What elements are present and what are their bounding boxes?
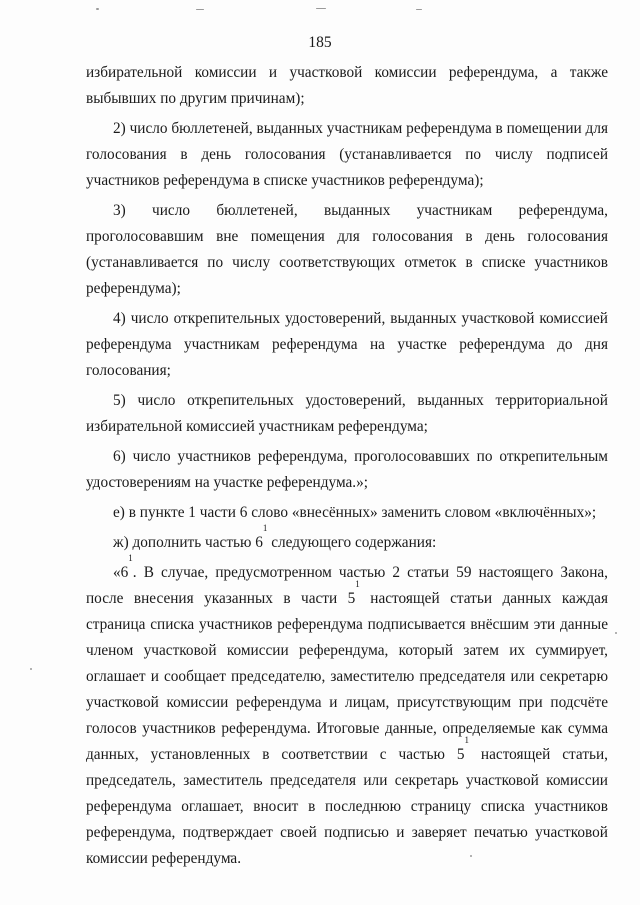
superscript-marker: 1 [464, 735, 469, 745]
scan-speck [416, 9, 422, 10]
amendment-zh-text-end: следующего содержания: [267, 534, 437, 551]
amendment-zh-text-start: ж) дополнить частью 6 [113, 534, 263, 551]
scan-speck [96, 8, 99, 10]
scan-speck [316, 8, 326, 9]
document-body [86, 60, 608, 872]
scan-speck [30, 668, 32, 670]
paragraph-amendment-e: е) в пункте 1 части 6 слово «внесённых» заменить словом «включённых»; [113, 504, 597, 521]
new-part-text-end: настоящей статьи, председатель, заместитель председателя или секретарь участковой комиссии референдума оглашает, вносит в последнюю страницу списка участников референдума, подтверждает своей подписью и заверяет печатью участковой комиссии референдума. [86, 746, 608, 867]
paragraph-item-3: 3) число бюллетеней, выданных участникам референдума, проголосовавшим вне помещения для голосования в день голосования (устанавливается по числу соответствующих отметок в списке участников референдума); [86, 202, 608, 297]
new-part-text-segment-2: настоящей статьи данных каждая страница списка участников референдума подписывается внёсшим эти данные членом участковой комиссии референдума, который затем их суммирует, оглашает и сообщает председателю, заместителю председателя или секретарю участковой комиссии референдума и лицам, присутствующим при подсчёте голосов участников референдума. Итоговые данные, определяемые как сумма данных, установленных в соответствии с частью 5 [86, 590, 608, 763]
scan-speck [196, 9, 204, 10]
new-part-text-segment-1: . В случае, предусмотренном частью 2 статьи 59 настоящего Закона, после внесения указанных в части 5 [86, 564, 608, 607]
paragraph-item-5: 5) число открепительных удостоверений, выданных территориальной избирательной комиссией участникам референдума; [86, 392, 608, 435]
scan-speck [615, 632, 617, 634]
superscript-marker: 1 [355, 579, 360, 589]
paragraph-new-part-6-1 [86, 553, 608, 872]
superscript-marker: 1 [128, 553, 133, 563]
page-number: 185 [308, 34, 332, 51]
new-part-text-start: «6 [113, 564, 129, 581]
paragraph-item-6: 6) число участников референдума, проголосовавших по открепительным удостоверениям на участке референдума.»; [86, 448, 608, 491]
paragraph-item-4: 4) число открепительных удостоверений, выданных участковой комиссией референдума участникам референдума на участке референдума до дня голосования; [86, 310, 608, 379]
paragraph-item-2: 2) число бюллетеней, выданных участникам референдума в помещении для голосования в день голосования (устанавливается по числу подписей участников референдума в списке участников референдума); [86, 120, 609, 189]
paragraph-continuation: избирательной комиссии и участковой комиссии референдума, а также выбывших по другим причинам); [86, 64, 608, 107]
superscript-marker: 1 [262, 523, 268, 533]
paragraph-amendment-zh [86, 523, 608, 556]
